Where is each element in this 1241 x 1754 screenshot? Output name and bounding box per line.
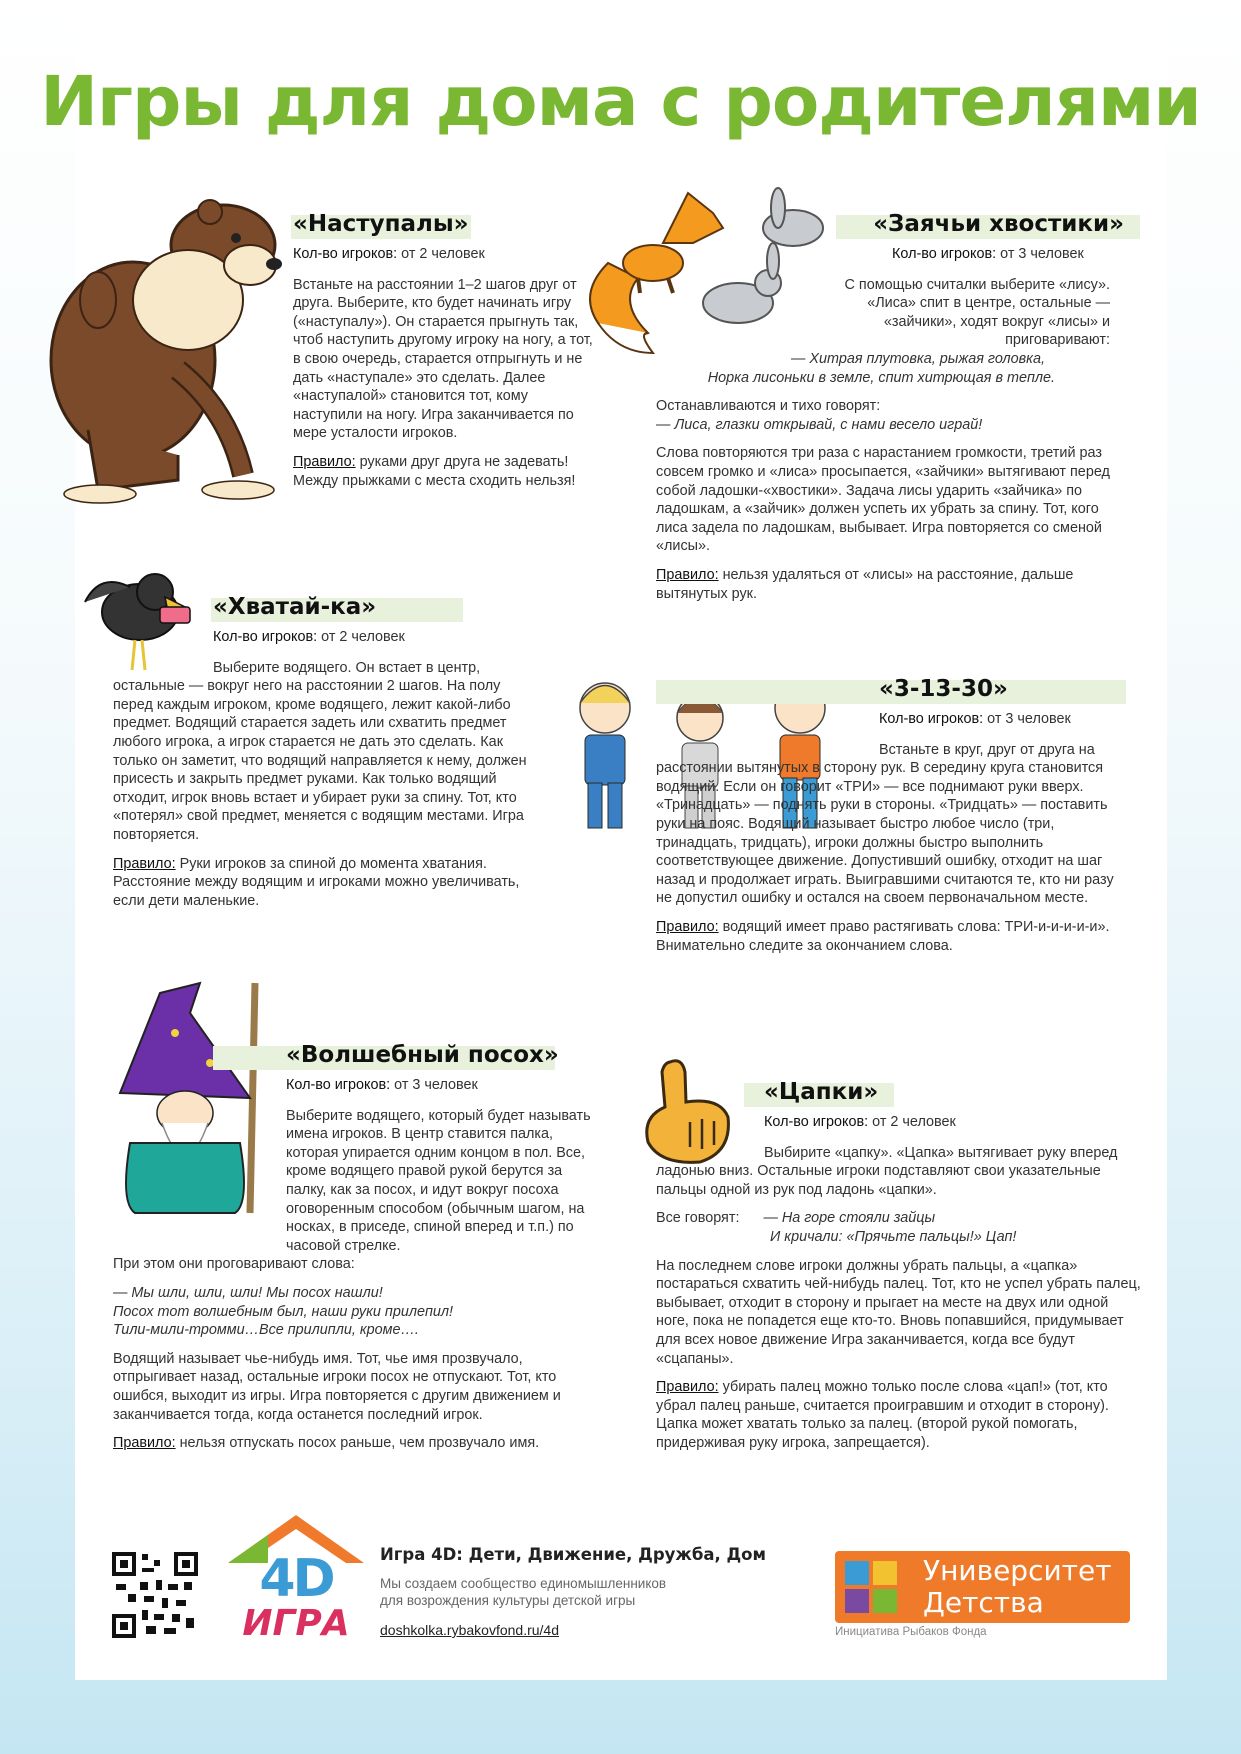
- game-text: Выбирите «цапку». «Цапка» вытягивает руку вперед ладонью вниз. Остальные игроки подставляют свои указательные пальцы одной из рук под ладонь «цапки».: [656, 1144, 1118, 1198]
- game-text: Встаньте на расстоянии 1–2 шагов друг от друга. Выберите, кто будет начинать игру («наступалу»). Он старается прыгнуть так, чтоб наступить другому игроку на ногу, а тот, в свою очередь, старается отпрыгнуть и не дать «наступале» это сделать. Далее «наступалой» становится тот, кому наступили на ногу. Игра заканчивается по мере усталости игроков.: [293, 276, 593, 442]
- verse-line: — Лиса, глазки открывай, с нами весело играй!: [656, 416, 983, 433]
- footer-line: для возрождения культуры детской игры: [380, 1593, 636, 1608]
- game-title: «Волшебный посох»: [113, 1040, 603, 1070]
- game-title: «Наступалы»: [293, 209, 593, 239]
- page-title: Игры для дома с родителями: [40, 62, 1201, 142]
- game-zayachi: [656, 209, 1140, 613]
- qr-code[interactable]: [112, 1552, 198, 1638]
- players-count: Кол-во игроков: от 2 человек: [293, 246, 485, 262]
- game-nastupaly: [293, 209, 593, 500]
- univ-detstva-logo: [835, 1551, 1130, 1623]
- game-title: «Цапки»: [656, 1077, 1146, 1107]
- players-count: Кол-во игроков: от 3 человек: [892, 246, 1084, 262]
- verse-line: — Хитрая плутовка, рыжая головка,: [791, 350, 1045, 367]
- game-text: Встаньте в круг, друг от друга на расстоянии вытянутых в сторону рук. В середину круга становится водящий. Если он говорит «ТРИ» — все поднимают руки вверх. «Тринадцать» — поднять руки в стороны. «Тридцать» — поставить руки на пояс. Водящий называет быстро любое число (три, тринадцать, тридцать), игроки должны быстро выполнить соответствующее движение. Допустивший ошибку, отходит на шаг назад и продолжает играть. Выигравшими считаются те, кто ни разу не допустил ошибку и остался на своем первоначальном месте.: [656, 741, 1114, 907]
- verse-line: И кричали: «Прячьте пальцы!» Цап!: [770, 1228, 1017, 1245]
- footer-line: Мы создаем сообщество единомышленников: [380, 1576, 667, 1591]
- game-hvataika: [113, 592, 528, 920]
- game-title: «Хватай-ка»: [113, 592, 528, 622]
- players-count: Кол-во игроков: от 3 человек: [286, 1077, 478, 1093]
- game-text: При этом они проговаривают слова:: [113, 1256, 355, 1273]
- footprints-illustration: [60, 478, 285, 506]
- verse-line: Норка лисоньки в земле, спит хитрющая в тепле.: [707, 369, 1055, 386]
- game-text: На последнем слове игроки должны убрать пальцы, а «цапка» постараться схватить чей-нибудь палец. Тот, кто не успел убрать палец, выбывает, отходит в сторону и прыгает на месте на двух или одной ноге, пока не попадется еще кто-то. Вновь попавшийся, придумывает для всех новое движение Игра заканчивается, когда все будут «сцапаны».: [656, 1257, 1141, 1367]
- footer-heading: Игра 4D: Дети, Движение, Дружба, Дом: [380, 1545, 767, 1564]
- verse-line: Тили-мили-тромми…Все прилипли, кроме….: [113, 1322, 419, 1339]
- game-text: Выберите водящего, который будет называть имена игроков. В центр ставится палка, которая упирается одним концом в пол. Все, кроме водящего правой рукой берутся за палку, как за посох, и идут вокруг посоха оговоренным способом (обычным шагом, на носках, в приседе, спиной вперед и т.п.) по часовой стрелке.: [286, 1107, 591, 1254]
- univ-title: Университет: [923, 1554, 1112, 1587]
- game-rule: Правило: Руки игроков за спиной до момента хватания. Расстояние между водящим и игроками можно увеличивать, если дети маленькие.: [113, 855, 520, 909]
- game-title: «3-13-30»: [656, 674, 1140, 704]
- game-title: «Заячьи хвостики»: [656, 209, 1140, 239]
- game-3-13-30: [656, 674, 1140, 965]
- logo-igra: ИГРА: [242, 1603, 350, 1644]
- verse-line: Посох тот волшебным был, наши руки прилепил!: [113, 1303, 453, 1320]
- igra-4d-logo: [228, 1515, 364, 1645]
- logo-4d: 4D: [259, 1549, 333, 1609]
- game-rule: Правило: руками друг друга не задевать! Между прыжками с места сходить нельзя!: [293, 453, 576, 489]
- game-text: Выберите водящего. Он встает в центр, остальные — вокруг него на расстоянии 2 шагов. На полу перед каждым игроком, кроме водящего, лежит какой-либо предмет. Водящий старается задеть или схватить предмет любого игрока, а игрок старается не дать это сделать. Как только он заметит, что водящий направляется к нему, должен присесть и закрыть предмет руками. Как только водящий отходит, игрок вновь встает и убирает руки за спину. Тот, кто «потерял» свой предмет, меняется с водящим местами. Игра повторяется.: [113, 659, 527, 843]
- players-count: Кол-во игроков: от 2 человек: [213, 629, 405, 645]
- game-rule: Правило: нельзя удаляться от «лисы» на расстояние, дальше вытянутых рук.: [656, 566, 1074, 602]
- bear-illustration: [28, 190, 286, 510]
- game-text: Слова повторяются три раза с нарастанием громкости, третий раз совсем громко и «лиса» просыпается, «зайчики» вытягивают перед собой ладошки-«хвостики». Задача лисы ударить «зайчика» по ладошкам, а «зайчик» должен успеть их убрать за спину. Тот, кого лиса задела по ладошкам, выбывает. Игра повторяется со сменой «лисы».: [656, 445, 1110, 555]
- game-rule: Правило: убирать палец можно только после слова «цап!» (тот, кто убрал палец раньше, считается проигравшим и отходит в сторону). Цапка может хватать только за палец. (второй рукой помогать, придерживая руку игрока, запрещается).: [656, 1379, 1109, 1451]
- game-rule: Правило: нельзя отпускать посох раньше, чем прозвучало имя.: [113, 1435, 540, 1452]
- game-rule: Правило: водящий имеет право растягивать слова: ТРИ-и-и-и-и-и». Внимательно следите за окончанием слова.: [656, 918, 1110, 954]
- game-capki: [656, 1077, 1146, 1463]
- univ-caption: Инициатива Рыбаков Фонда: [835, 1626, 987, 1638]
- verse-line: Все говорят: — На горе стояли зайцы: [656, 1210, 936, 1227]
- game-text: С помощью считалки выберите «лису». «Лиса» спит в центре, остальные — «зайчики», ходят вокруг «лисы» и приговаривают:: [844, 276, 1110, 349]
- puzzle-icon: [843, 1559, 903, 1615]
- game-text: Останавливаются и тихо говорят:: [656, 398, 881, 415]
- univ-title: Детства: [923, 1586, 1044, 1619]
- game-text: Водящий называет чье-нибудь имя. Тот, чье имя прозвучало, отпрыгивает назад, остальные игроки посох не отпускают. Тот, кто ошибся, выходит из игры. Игра повторяется с другим движением и заканчивается тогда, когда останется последний игрок.: [113, 1350, 561, 1423]
- players-count: Кол-во игроков: от 2 человек: [764, 1114, 956, 1130]
- players-count: Кол-во игроков: от 3 человек: [879, 711, 1071, 727]
- verse-line: — Мы шли, шли, шли! Мы посох нашли!: [113, 1284, 383, 1301]
- footer-link[interactable]: doshkolka.rybakovfond.ru/4d: [380, 1622, 559, 1638]
- game-posoh: [113, 1040, 603, 1463]
